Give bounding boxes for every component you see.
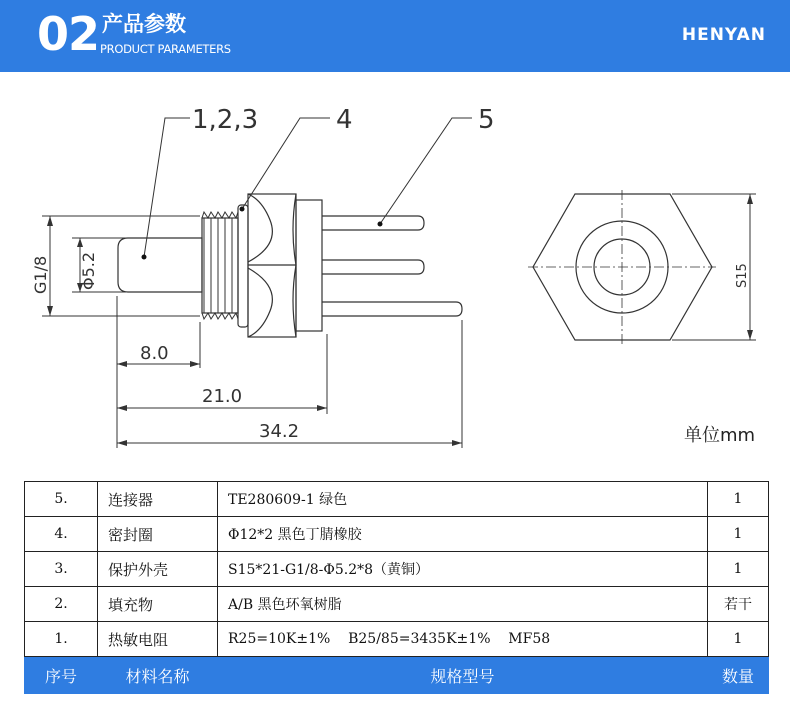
part-spec: A/B 黑色环氧树脂 bbox=[218, 587, 708, 622]
row-number: 4. bbox=[25, 517, 98, 552]
part-spec: R25=10K±1% B25/85=3435K±1% MF58 bbox=[218, 622, 708, 657]
dim-hex-label: S15 bbox=[735, 263, 750, 288]
terminal-bottom bbox=[322, 302, 462, 316]
part-spec: TE280609-1 绿色 bbox=[218, 482, 708, 517]
callout-label-4: 4 bbox=[336, 105, 353, 135]
connector-housing bbox=[296, 200, 322, 331]
table-row bbox=[25, 517, 769, 552]
row-number: 1. bbox=[25, 622, 98, 657]
callout-label-123: 1,2,3 bbox=[192, 105, 259, 135]
section-number: 02 bbox=[37, 7, 100, 61]
parts-table bbox=[24, 481, 769, 694]
part-name: 连接器 bbox=[98, 482, 218, 517]
table-header-row bbox=[25, 657, 769, 694]
dim-thread-label: G1/8 bbox=[31, 255, 50, 294]
dim-len-34: 34.2 bbox=[259, 421, 300, 442]
unit-label: 单位mm bbox=[684, 425, 756, 446]
header-spec: 规格型号 bbox=[218, 657, 708, 694]
part-spec: Φ12*2 黑色丁腈橡胶 bbox=[218, 517, 708, 552]
row-number: 3. bbox=[25, 552, 98, 587]
row-number: 2. bbox=[25, 587, 98, 622]
header-banner bbox=[0, 0, 790, 72]
table-row bbox=[25, 587, 769, 622]
header-no: 序号 bbox=[25, 657, 98, 694]
terminal-middle bbox=[322, 260, 424, 274]
dim-diameter-label: Φ5.2 bbox=[79, 251, 98, 290]
dim-len-8: 8.0 bbox=[140, 343, 169, 364]
table-row bbox=[25, 482, 769, 517]
part-qty: 若干 bbox=[708, 587, 769, 622]
section-title-cn: 产品参数 bbox=[102, 12, 186, 36]
probe-tip bbox=[118, 238, 202, 292]
part-name: 热敏电阻 bbox=[98, 622, 218, 657]
brand-logo: HENYAN bbox=[681, 25, 766, 45]
section-title-en: PRODUCT PARAMETERS bbox=[100, 42, 231, 56]
part-name: 密封圈 bbox=[98, 517, 218, 552]
header-qty: 数量 bbox=[708, 657, 769, 694]
part-qty: 1 bbox=[708, 517, 769, 552]
thread-body bbox=[202, 218, 238, 313]
seal-ring bbox=[238, 205, 248, 327]
part-qty: 1 bbox=[708, 482, 769, 517]
part-spec: S15*21-G1/8-Φ5.2*8（黄铜） bbox=[218, 552, 708, 587]
dim-len-21: 21.0 bbox=[202, 386, 243, 407]
header-name: 材料名称 bbox=[98, 657, 218, 694]
technical-drawing bbox=[0, 72, 790, 472]
part-qty: 1 bbox=[708, 622, 769, 657]
table-row bbox=[25, 622, 769, 657]
part-qty: 1 bbox=[708, 552, 769, 587]
part-name: 保护外壳 bbox=[98, 552, 218, 587]
part-name: 填充物 bbox=[98, 587, 218, 622]
row-number: 5. bbox=[25, 482, 98, 517]
terminal-top bbox=[322, 216, 424, 230]
callout-label-5: 5 bbox=[478, 105, 495, 135]
table-row bbox=[25, 552, 769, 587]
